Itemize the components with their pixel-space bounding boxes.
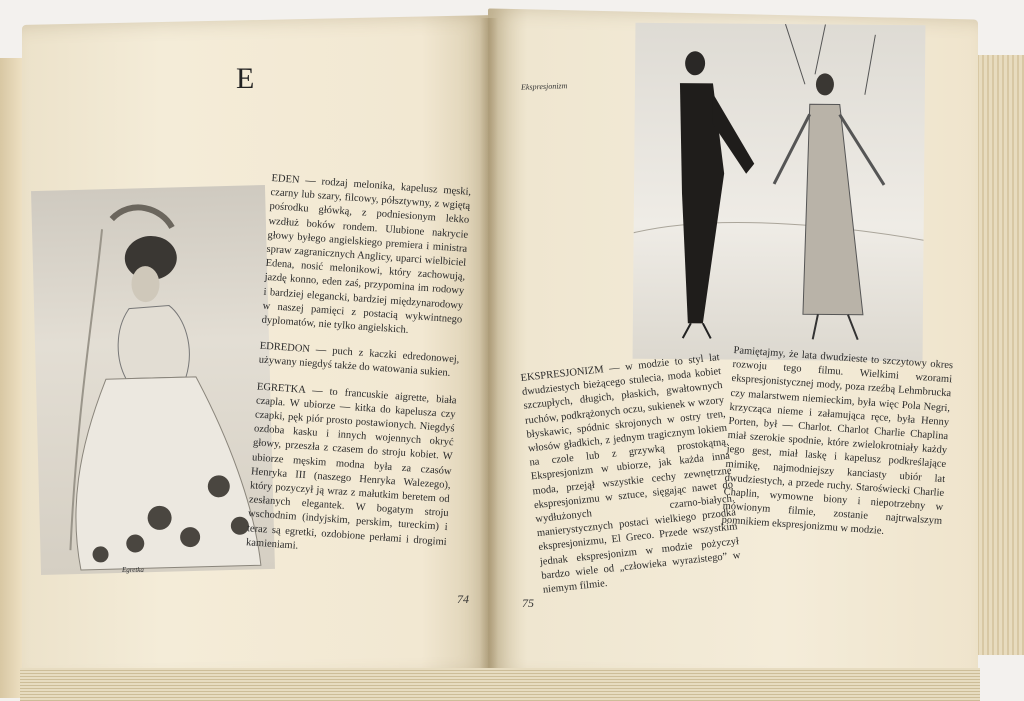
running-head: Ekspresjonizm [520,81,568,92]
gown-figure-drawing [31,185,275,575]
left-text-column [245,172,472,576]
page-number-right: 75 [522,596,534,610]
book-gutter [480,18,498,688]
right-text-column-1 [520,351,744,610]
page-number-left: 74 [457,592,469,606]
egretka-illustration [31,185,275,575]
entry-ekspresjonizm-continued: Pamiętajmy, że lata dwudzieste to szczytowy okres rozwoju tego filmu. Wielkimi wzorami ekspresjonistycznej mody, poza rzeźbą Lehmbrucka czy malarstwem niemieckim, była więc Pola Negri, krzycząca nieme i załamująca ręce, była Henny Porten, był — Charlot. Charlot Charlie Chaplina miał szerokie spodnie, które zwielokrotniały każdy jego gest, miał laskę i kapelusz podkreślające mimikę, najmodniejszy kanciasty ubiór lat dwudziestych, a przede ruchy. Staroświecki Charlie Chaplin, wymowne biony i niepotrzebny w mówionym filmie, zostanie najtrwalszym pomnikiem ekspresjonizmu w modzie. [721,344,954,538]
fashion-figures-drawing [633,23,926,362]
page-block-bottom [20,668,980,701]
section-letter: E [236,62,255,95]
entry-eden: EDEN — rodzaj melonika, kapelusz męski, czarny lub szary, filcowy, półsztywny, z wgiętą pośrodku główką, z podniesionym lekko wzdłuż boków rondem. Ulubione nakrycie głowy byłego angielskiego premiera i ministra spraw zagranicznych Anglicy, uparci wielbiciel Edena, nosić melonikowi, który zachowują, jazdę konno, eden zaś, przypomina im rodowy i bardziej elegancki, bardziej międzynarodowy w naszej pamięci z postacią wykwintnego dyplomatów, nie tylko angielskich. [261,172,472,336]
ekspresjonizm-illustration [633,23,926,362]
entry-edredon: EDREDON — puch z kaczki edredonowej, używany niegdyś także do watowania sukien. [258,340,460,380]
entry-ekspresjonizm: EKSPRESJONIZM — w modzie to styl lat dwudziestych bieżącego stulecia, moda kobiet szczupłych, długich, płaskich, gwałtownych ruchów, podkrążonych oczu, sukienek w wzory błyskawic, spódnic skrojonych w ostry tren, włosów gładkich, z jednym tragicznym lokiem na czole lub z grzywką prostokątną. Ekspresjonizm w ubiorze, jak każda inna moda, przejął wszystkie cechy zewnętrzne ekspresjonizmu w sztuce, sięgając nawet do wydłużonych czarno-białych. manierystycznych postaci wielkiego przodka ekspresjonizmu, El Greco. Przede wszystkim jednak ekspresjonizm w modzie pożyczył bardzo wiele od „człowieka wyrazistego” w niemym filmie. [520,352,741,596]
illustration-caption: Egretka [122,566,144,574]
right-text-column-2 [720,344,953,556]
entry-egretka: EGRETKA — to francuskie aigrette, biała czapla. W ubiorze — kitka do kapelusza czy czapki, pęk piór prosto postawionych. Niegdyś ozdoba kasku i innych wojennych okryć głowy, przeszła z czasem do stroju kobiet. W ubiorze męskim modna była za czasów Henryka III (naszego Henryka Walezego), który pozyczył ją wraz z małutkim beretem od zesłanych elegantek. W bogatym stroju wschodnim (indyjskim, perskim, tureckim) i teraz są egretki, ozdobione perłami i drogimi kamieniami. [245,381,457,552]
